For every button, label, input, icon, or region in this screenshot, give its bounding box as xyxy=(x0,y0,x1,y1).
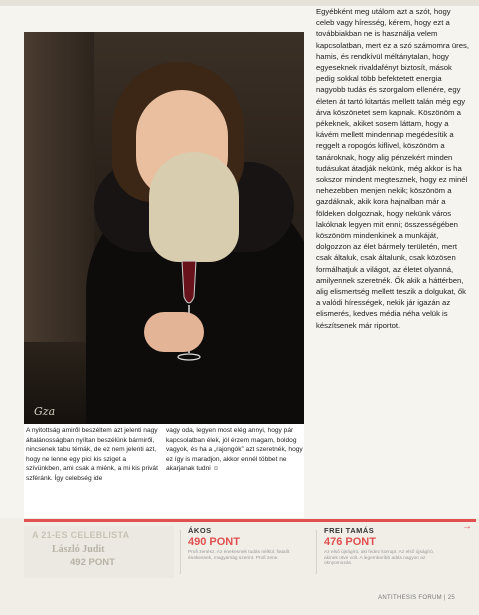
ranking-points: 476 PONT xyxy=(324,536,376,548)
ranking-label: A 21-ES CELEBLISTA xyxy=(32,530,130,540)
ranking-description: Az első újságíró, aki fedez korrupt. Az első újságíró, akinek ütve volt. A legemberibb adás nagyon az oknyomozás. xyxy=(324,550,435,567)
photo-hand xyxy=(144,312,204,352)
article-text: Egyébként meg utálom azt a szót, hogy celeb vagy híresség, kérem, hogy ezt a továbbiakban ne is használja velem kapcsolatban, mert ez a szó számomra üres, hamis, és rendkívül méltánytalan, hogy egyeseknek rivaldafényt biztosít, mások pedig sokkal több befektetett energia nagyobb tudás és szorgalom ellenére, egy életen át tartó kitartás mellett talán még egy árva köszönetet sem kapnak. Köszönöm a pékeknek, akiket sosem láttam, hogy a kávém mellett mindennap megédesítik a reggelt a ropogós kiflivel, köszönöm a tanároknak, hogy alig pénzekért minden tudásukat átadják nekünk, még akkor is ha sokszor mindent megtesznek, hogy ez minél nehezebben menjen nekik; köszönöm a gazdáknak, akik kora hajnalban már a földeken dolgoznak, hogy nekünk város lakóknak legyen mit enni; összességében köszönöm mindenkinek a munkáját, dolgozzon az élet bármely területén, mert csak általuk, csak általunk, csak közösen formálhatjuk a világot, az életet olyanná, amilyennek szeretnék. Ők akik a háttérben, alig elismertség mellett teszik a dolgukat, ők a valódi hírességek, nekik jár igazán az elismerés, kedves média néha velük is készítsenek már riportot. xyxy=(316,7,469,330)
portrait-photo xyxy=(24,32,304,424)
ranking-description: Profi zenész. Az énekesnek tudás nélkül, fiatalít énekesnek, magyarság szerint. Profi zene. xyxy=(188,550,290,561)
photo-caption xyxy=(24,424,304,518)
ranking-name: László Judit xyxy=(52,544,105,555)
ranking-box-3 xyxy=(320,526,444,578)
column-divider xyxy=(316,530,317,574)
column-divider xyxy=(180,530,181,574)
page-footer: ANTITHESIS FORUM | 25 xyxy=(378,595,455,601)
caption-right-column: vagy oda, legyen most elég annyi, hogy pár kapcsolatban élek, jól érzem magam, boldog vagyok, és ha a „rajongók” azt szeretnék, hogy ez így is maradjon, akkor ennél többet ne akarjanak tudni ☺ xyxy=(166,427,303,473)
photographer-signature: Gza xyxy=(34,405,56,418)
ranking-name: FREI TAMÁS xyxy=(324,526,375,535)
ranking-divider xyxy=(24,519,476,522)
photo-scarf xyxy=(149,152,239,262)
caption-left-column: A nyitottság amiről beszéltem azt jelenti nagy általánosságban nyíltan beszélünk bármiről, nincsenek tabu témák, de ez nem jelenti azt, hogy ne lenne egy pici kis sziget a szívünkben, ami csak a miénk, a mi kis privát szféránk. Így celebség ide xyxy=(26,427,158,482)
ranking-name: ÁKOS xyxy=(188,526,212,535)
ranking-box-1 xyxy=(24,526,174,578)
ranking-box-2 xyxy=(184,526,312,578)
ranking-points: 492 PONT xyxy=(70,557,115,568)
arrow-right-icon: → xyxy=(462,521,472,532)
article-column xyxy=(316,6,470,331)
ranking-points: 490 PONT xyxy=(188,536,240,548)
